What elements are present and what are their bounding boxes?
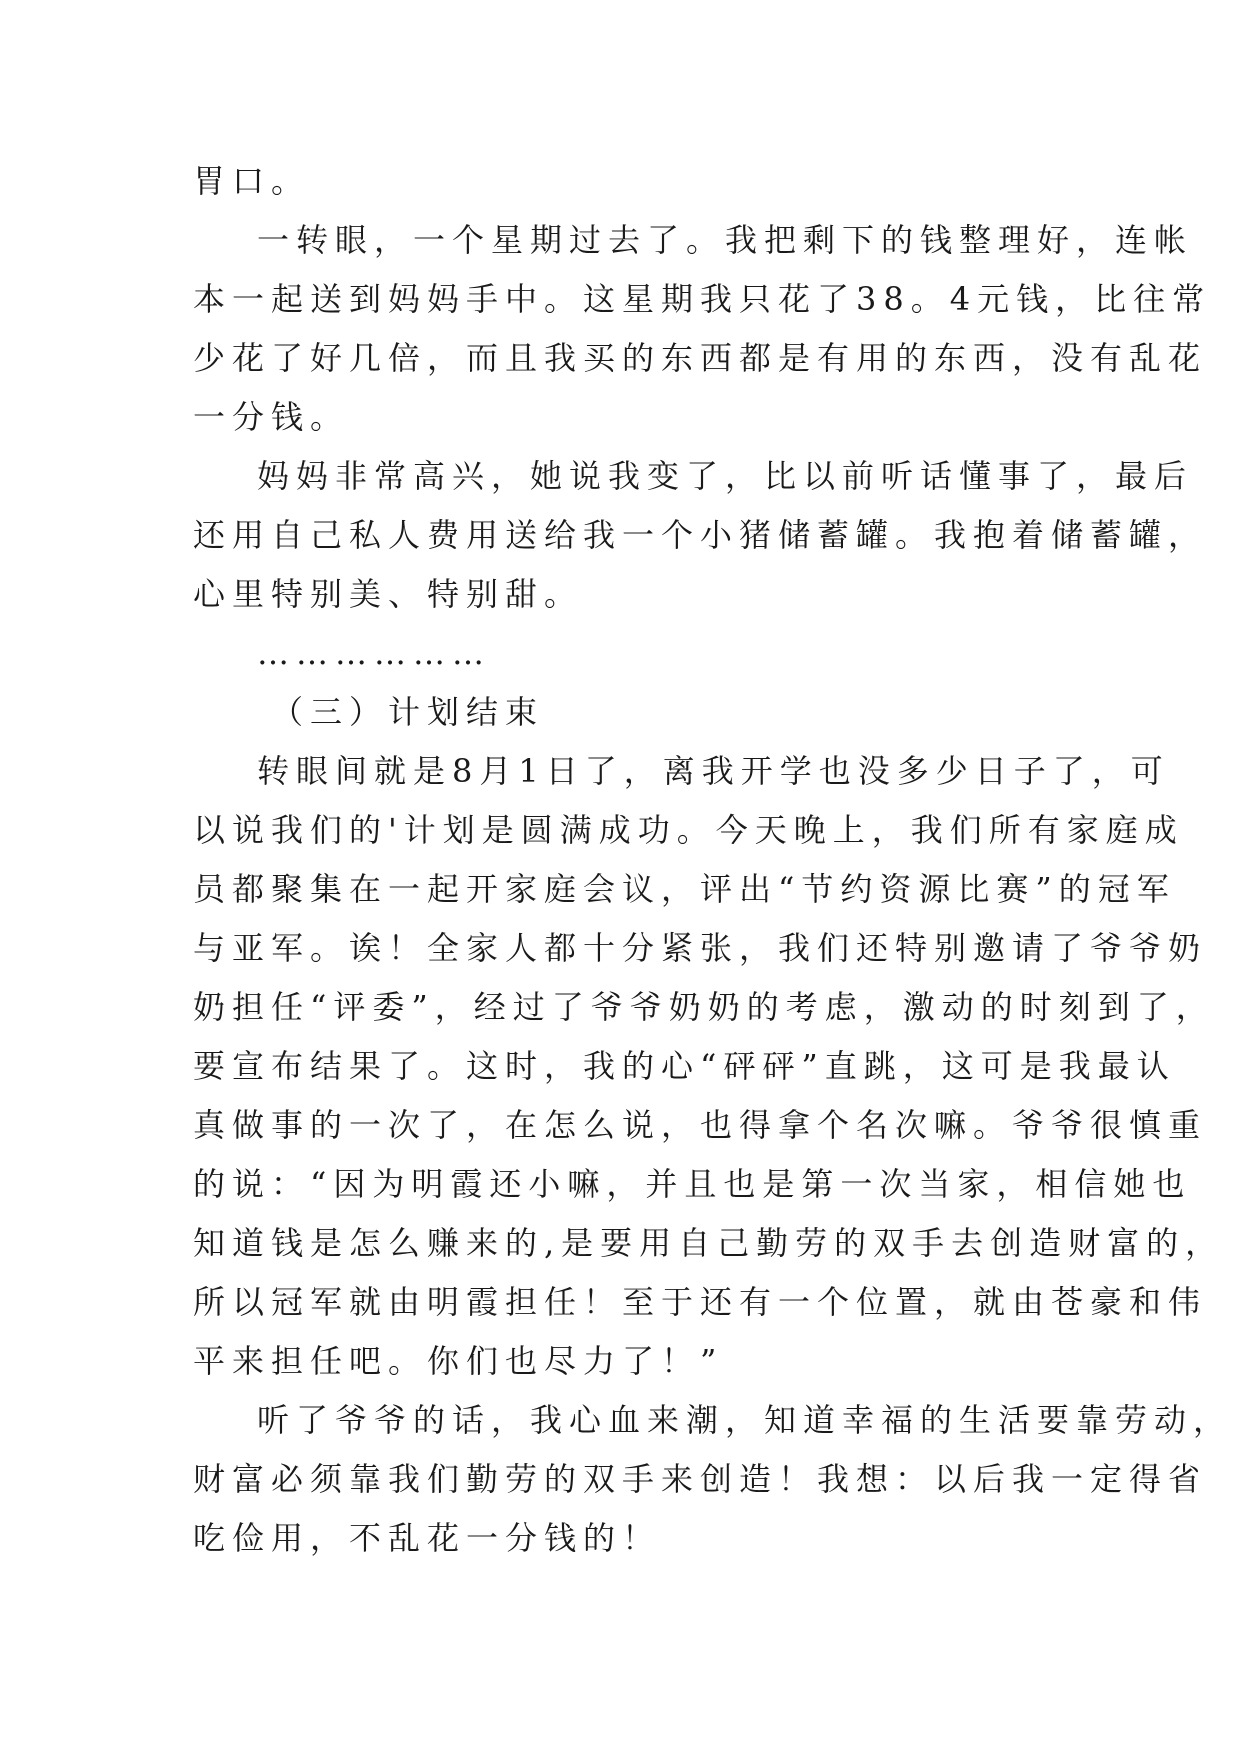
text-line: 胃口。 <box>193 162 311 200</box>
ellipsis-line: ……………… <box>257 634 491 672</box>
text-line: 要宣布结果了。这时，我的心“砰砰”直跳，这可是我最认 <box>193 1047 1176 1085</box>
text-line: 妈妈非常高兴，她说我变了，比以前听话懂事了，最后 <box>257 457 1194 495</box>
text-line: 员都聚集在一起开家庭会议，评出“节约资源比赛”的冠军 <box>193 870 1176 908</box>
text-line: 少花了好几倍，而且我买的东西都是有用的东西，没有乱花 <box>193 339 1208 377</box>
text-line: 以说我们的'计划是圆满成功。今天晚上，我们所有家庭成 <box>193 811 1184 849</box>
text-line: 平来担任吧。你们也尽力了！” <box>193 1342 724 1380</box>
text-line: 转眼间就是8月1日了，离我开学也没多少日子了，可 <box>257 752 1170 790</box>
text-line: 还用自己私人费用送给我一个小猪储蓄罐。我抱着储蓄罐， <box>193 516 1208 554</box>
text-line: 与亚军。诶！全家人都十分紧张，我们还特别邀请了爷爷奶 <box>193 929 1208 967</box>
text-line: 的说：“因为明霞还小嘛，并且也是第一次当家，相信她也 <box>193 1165 1192 1203</box>
text-line: 一转眼，一个星期过去了。我把剩下的钱整理好，连帐 <box>257 221 1194 259</box>
document-body <box>193 152 1233 1568</box>
text-line: 吃俭用，不乱花一分钱的！ <box>193 1519 662 1557</box>
text-line: 所以冠军就由明霞担任！至于还有一个位置，就由苍豪和伟 <box>193 1283 1208 1321</box>
text-line: 真做事的一次了，在怎么说，也得拿个名次嘛。爷爷很慎重 <box>193 1106 1208 1144</box>
text-line: 知道钱是怎么赚来的,是要用自己勤劳的双手去创造财富的， <box>193 1224 1225 1262</box>
text-line: 听了爷爷的话，我心血来潮，知道幸福的生活要靠劳动， <box>257 1401 1233 1439</box>
text-line: 财富必须靠我们勤劳的双手来创造！我想：以后我一定得省 <box>193 1460 1208 1498</box>
text-line: 心里特别美、特别甜。 <box>193 575 584 613</box>
text-line: 奶担任“评委”，经过了爷爷奶奶的考虑，激动的时刻到了， <box>193 988 1215 1026</box>
text-line: 一分钱。 <box>193 398 350 436</box>
text-line: 本一起送到妈妈手中。这星期我只花了38。4元钱，比往常 <box>193 280 1212 318</box>
section-heading: （三）计划结束 <box>271 693 545 731</box>
